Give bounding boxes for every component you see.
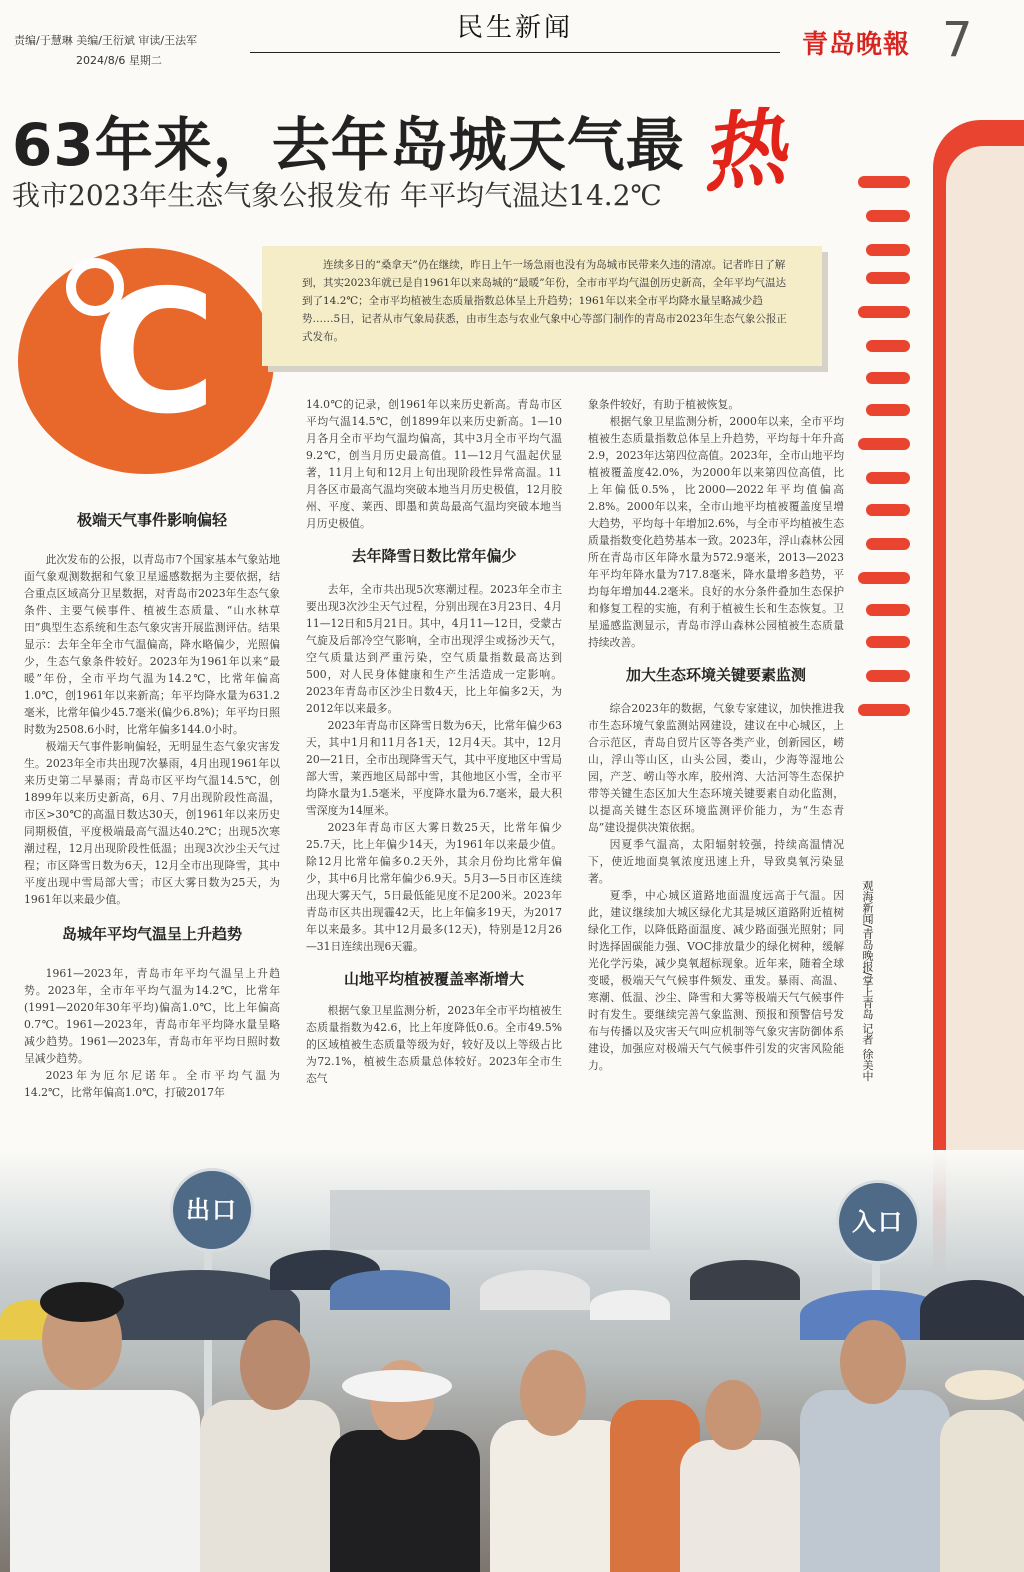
headline: 63年来，去年岛城天气最 bbox=[12, 111, 685, 179]
subheading-ecological-monitoring: 加大生态环境关键要素监测 bbox=[625, 666, 806, 684]
person bbox=[200, 1400, 340, 1572]
paragraph: 14.0℃的记录，创1961年以来历史新高。青岛市区平均气温14.5℃，创1899年以来历史新高。1—10月各月全市平均气温均偏高，其中3月全市平均气温9.2℃，创当月历史最高值。11—12月气温起伏显著，11月上旬和12月上旬出现阶段性异常高温。11月各区市最高气温均突破本地当月历史极值，12月胶州、平度、莱西、即墨和黄岛最高气温均突破本地当月历史极值。 bbox=[306, 398, 562, 530]
article-column-2 bbox=[306, 396, 562, 1087]
paragraph: 根据气象卫星监测分析，2000年以来，全市平均植被生态质量指数总体呈上升趋势，平均每十年升高2.9，2023年达第四位高值。2023年，全市山地平均植被覆盖度42.0%，为2000年以来第四位高值，比上年偏低0.5%，比2000—2022年平均值偏高2.8%。2000年以来，全市山地平均植被覆盖度呈增大趋势，平均每十年增加2.6%，与全市平均植被生态质量指数变化趋势基本一致。2023年，浮山森林公园所在青岛市区年降水量为572.9毫米，2013—2023年平均年降水量为717.8毫米，降水量增多趋势，平均每年增加44.2毫米。良好的水分条件叠加生态保护和修复工程的实施，有利于植被生长和生态恢复。卫星遥感监测显示，青岛市浮山森林公园植被生态质量持续改善。 bbox=[588, 415, 844, 649]
headline-hot-character: 热 bbox=[695, 96, 790, 205]
sun-hat bbox=[342, 1370, 452, 1402]
article-column-1 bbox=[24, 512, 280, 1101]
subheadline: 我市2023年生态气象公报发布 年平均气温达14.2℃ bbox=[12, 179, 662, 212]
person-head bbox=[840, 1320, 906, 1404]
lead-paragraph: 连续多日的“桑拿天”仍在继续，昨日上午一场急雨也没有为岛城市民带来久违的清凉。记者昨日了解到，其实2023年就已是自1961年以来岛城的“最暖”年份，全市市平均气温创历史新高，全年平均气温达到了14.2℃；全市平均植被生态质量指数总体呈上升趋势；1961年以来全市平均降水量呈略减少趋势……5日，记者从市气象局获悉，由市生态与农业气象中心等部门制作的青岛市2023年生态气象公报正式发布。 bbox=[262, 246, 822, 366]
subheading-snow-days: 去年降雪日数比常年偏少 bbox=[351, 547, 517, 565]
person-head bbox=[705, 1380, 761, 1450]
paragraph: 夏季，中心城区道路地面温度远高于气温。因此，建议继续加大城区绿化尤其是城区道路附近植树绿化工作，以降低路面温度、减少路面强光照射；同时选择固碳能力强、VOC排放量少的绿化树种，缓解光化学污染，减少臭氧超标现象。近年来，随着全球变暖，极端天气气候事件频发、重发。暴雨、高温、寒潮、低温、沙尘、降雪和大雾等极端天气气候事件时有发生。要继续完善气象监测、预报和预警信号发布与传播以及灾害天气叫应机制等气象灾害防御体系建设，加强应对极端天气气候事件引发的灾害风险能力。 bbox=[588, 889, 844, 1072]
exit-sign: 出口 bbox=[170, 1168, 254, 1252]
paragraph: 因夏季气温高，太阳辐射较强，持续高温情况下，使近地面臭氧浓度迅速上升，导致臭氧污染显著。 bbox=[588, 838, 844, 885]
umbrella bbox=[690, 1260, 800, 1300]
umbrella bbox=[480, 1270, 590, 1310]
paragraph: 象条件较好，有助于植被恢复。 bbox=[588, 398, 740, 411]
paragraph: 此次发布的公报，以青岛市7个国家基本气象站地面气象观测数据和气象卫星遥感数据为主要依据，结合重点区域高分卫星数据，对青岛市2023年生态气象条件、主要气候事件、植被生态质量、“山水林草田”典型生态系统和生态气象灾害开展监测评估。结果显示：去年全年全市气温偏高，降水略偏少，光照偏少，生态气象条件较好。2023年为1961年以来“最暖”年份，全市平均气温为14.2℃，比常年偏高1.0℃，创1961年以来新高；年平均降水量为631.2毫米，比常年偏少45.7毫米(偏少6.8%)；年平均日照时数为2508.6小时，比常年偏多144.0小时。 bbox=[24, 553, 280, 736]
person-head bbox=[240, 1320, 310, 1410]
subheading-vegetation-coverage: 山地平均植被覆盖率渐增大 bbox=[343, 970, 524, 988]
celsius-letter: C bbox=[92, 254, 217, 452]
pier-pavilion bbox=[330, 1190, 650, 1250]
entrance-sign: 入口 bbox=[836, 1180, 920, 1264]
newspaper-masthead: 青岛晚報 bbox=[802, 30, 911, 60]
thermometer-ticks bbox=[854, 176, 924, 776]
paragraph: 根据气象卫星监测分析，2023年全市平均植被生态质量指数为42.6，比上年度降低0.6。全市49.5%的区域植被生态质量等级为好，较好及以上等级占比为72.1%，植被生态质量总体较好。2023年全市生态气 bbox=[306, 1004, 562, 1085]
paragraph: 2023年青岛市区降雪日数为6天，比常年偏少63天，其中1月和11月各1天，12月4天。其中，12月20—21日，全市出现降雪天气，其中平度地区中雪局部大雪，莱西地区局部中雪，其他地区小雪，全市平均降水量为1.5毫米，平度降水量为6.7毫米，最大积雪深度为14厘米。 bbox=[306, 719, 562, 817]
umbrella bbox=[590, 1290, 670, 1320]
paragraph: 1961—2023年，青岛市年平均气温呈上升趋势。2023年，全市年平均气温为14.2℃，比常年(1991—2020年30年平均)偏高1.0℃，比上年偏高0.7℃。1961—2023年，青岛市年平均降水量呈略减少趋势。1961—2023年，青岛市年平均日照时数呈减少趋势。 bbox=[24, 967, 280, 1065]
paragraph: 极端天气事件影响偏轻，无明显生态气象灾害发生。2023年全市共出现7次暴雨，4月出现1961年以来历史第二早暴雨；青岛市区平均气温14.5℃，创1899年以来历史新高，6月、7月出现阶段性高温，市区>30℃的高温日数达30天，创1961年以来历史同期极值，平度极端最高气温达40.2℃；出现5次寒潮过程，12月出现阶段性低温；出现3次沙尘天气过程；市区降雪日数为6天，12月全市出现降雪，其中平度出现中雪局部大雪；市区大雾日数为25天，为1961年以来最少值。 bbox=[24, 740, 280, 906]
paragraph: 综合2023年的数据，气象专家建议，加快推进我市生态环境气象监测站网建设，建议在中心城区，上合示范区，青岛自贸片区等各类产业，创新园区，崂山，浮山等山区，山头公园，娄山，少海等湿地公园，产芝、崂山等水库，胶州湾、大沽河等生态保护带等关键生态区加大生态环境关键要素自动化监测，以提高关键生态区环境监测评价能力，为“生态青岛”建设提供决策依据。 bbox=[588, 702, 844, 834]
section-title: 民生新闻 bbox=[250, 8, 780, 53]
paragraph: 去年，全市共出现5次寒潮过程。2023年全市主要出现3次沙尘天气过程，分别出现在3月23日、4月11—12日和5月21日。其中，4月11—12日，受蒙古气旋及后部冷空气影响，全市出现浮尘或扬沙天气，空气质量达到严重污染，空气质量指数最高达到500，对人民身体健康和生产生活造成一定影响。2023年青岛市区沙尘日数4天，比上年偏多2天，为2012年以来最多。 bbox=[306, 583, 562, 715]
subheading-temperature-trend: 岛城年平均气温呈上升趋势 bbox=[61, 925, 242, 943]
subheading-extreme-weather: 极端天气事件影响偏轻 bbox=[76, 511, 227, 529]
reporter-byline: 观海新闻/青岛晚报/掌上青岛 记者 徐美中 bbox=[861, 880, 874, 1082]
umbrella bbox=[920, 1280, 1024, 1340]
person-head bbox=[520, 1350, 586, 1436]
editor-credits: 责编/于慧琳 美编/王衍斌 审读/王法军 bbox=[14, 34, 198, 47]
person bbox=[330, 1430, 480, 1572]
paragraph: 2023年青岛市区大雾日数25天，比常年偏少25.7天，比上年偏少14天，为1961年以来最少值。除12月比常年偏多0.2天外，其余月份均比常年偏少，其中6月比常年偏少6.9天。5月3—5日市区连续出现大雾天气，5日最低能见度不足200米。2023年青岛市区共出现霾42天，比上年偏多19天，为2017年以来最多。其中12月最多(12天)，特别是12月26—31日连续出现6天霾。 bbox=[306, 821, 562, 953]
umbrella bbox=[330, 1270, 450, 1310]
thermometer-tube bbox=[946, 146, 1024, 1296]
straw-hat bbox=[945, 1370, 1024, 1400]
article-column-3 bbox=[588, 396, 844, 1074]
person-hair bbox=[40, 1282, 124, 1322]
person bbox=[10, 1390, 200, 1572]
person bbox=[680, 1440, 800, 1572]
person bbox=[800, 1390, 950, 1572]
paragraph: 2023年为厄尔尼诺年。全市平均气温为14.2℃，比常年偏高1.0℃，打破2017年 bbox=[24, 1069, 280, 1099]
person bbox=[940, 1410, 1024, 1572]
crowd-photo bbox=[0, 1150, 1024, 1572]
person bbox=[490, 1420, 630, 1572]
issue-date: 2024/8/6 星期二 bbox=[76, 54, 162, 67]
page-number: 7 bbox=[942, 12, 973, 68]
